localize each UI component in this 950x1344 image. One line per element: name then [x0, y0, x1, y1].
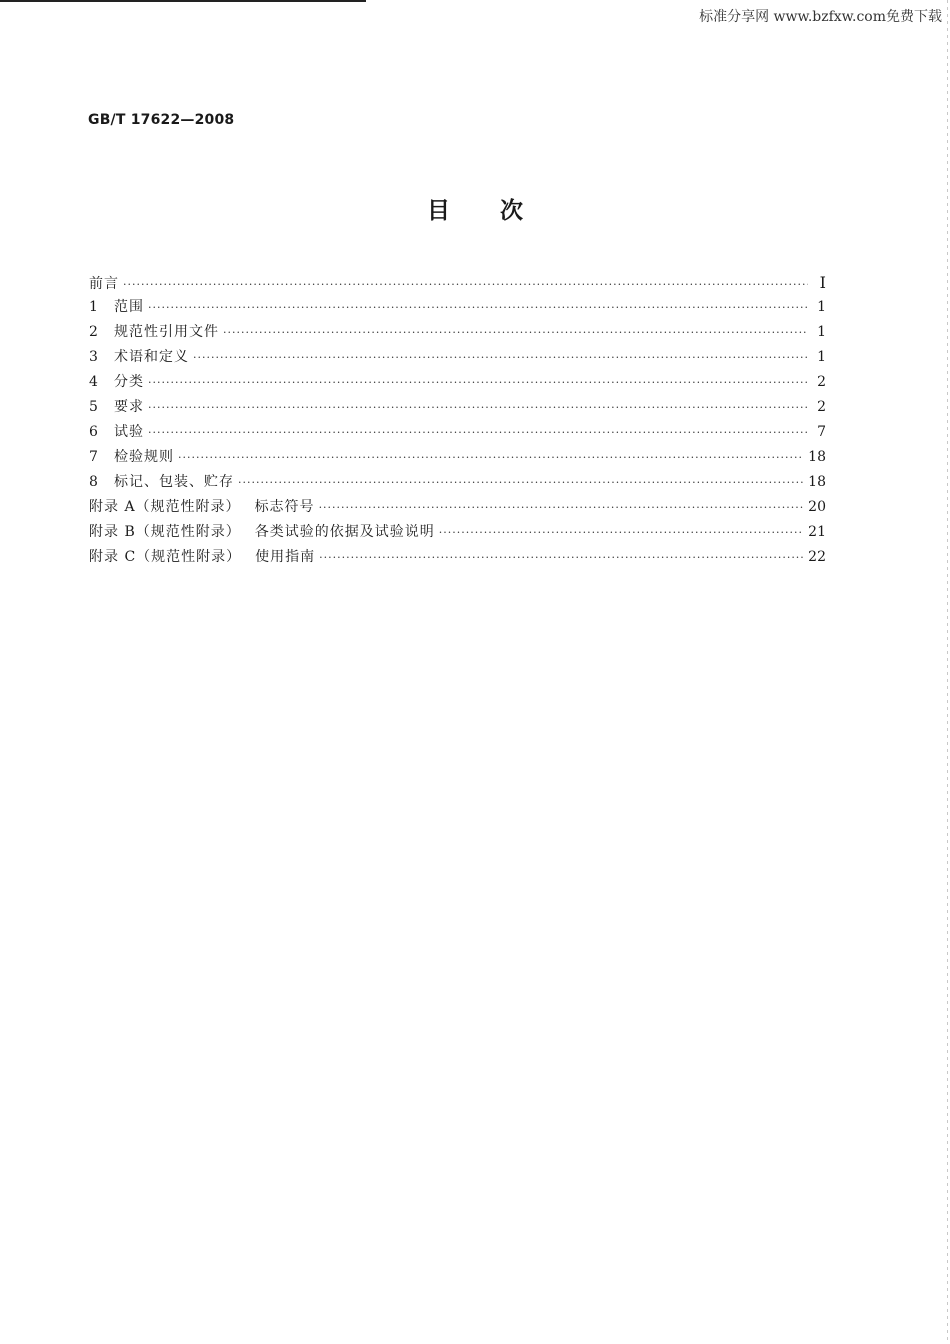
toc-entry-label: 使用指南 [255, 549, 316, 565]
toc-entry-label: 各类试验的依据及试验说明 [254, 524, 435, 540]
toc-entry-page: 2 [817, 399, 826, 415]
toc-annex-heading: 附录 C（规范性附录） [89, 549, 242, 565]
toc-entry-page: 18 [808, 474, 826, 490]
toc-entry-number: 2 [89, 324, 98, 340]
toc-entry-page: 18 [808, 449, 826, 465]
toc-leader-dots [223, 320, 808, 345]
toc-entry-label: 标记、包装、贮存 [114, 474, 234, 490]
toc-entry-page: 7 [817, 424, 826, 440]
toc-entry-page: 1 [817, 324, 826, 340]
toc-entry-page: 1 [817, 349, 826, 365]
toc-entry-label: 范围 [114, 299, 144, 315]
toc-entry-label: 规范性引用文件 [114, 324, 219, 340]
table-of-contents [89, 270, 826, 570]
toc-entry-terms-definitions[interactable] [89, 345, 826, 370]
toc-entry-page: 22 [808, 549, 826, 565]
toc-annex-heading: 附录 A（规范性附录） [89, 499, 241, 515]
toc-entry-inspection-rules[interactable] [89, 445, 826, 470]
toc-entry-annex-b[interactable] [89, 520, 826, 545]
toc-annex-heading: 附录 B（规范性附录） [89, 524, 241, 540]
toc-entry-number: 3 [89, 349, 98, 365]
toc-entry-label: 试验 [114, 424, 144, 440]
standard-code: GB/T 17622—2008 [88, 112, 235, 128]
toc-entry-label: 分类 [114, 374, 144, 390]
toc-leader-dots [178, 445, 804, 470]
toc-entry-marking-packaging-storage[interactable] [89, 470, 826, 495]
toc-entry-number: 4 [89, 374, 98, 390]
toc-entry-annex-c[interactable] [89, 545, 826, 570]
toc-entry-label: 前言 [89, 276, 119, 292]
watermark-text: 标准分享网 www.bzfxw.com免费下载 [699, 9, 942, 25]
toc-entry-page: 2 [817, 374, 826, 390]
toc-entry-tests[interactable] [89, 420, 826, 445]
toc-entry-page: 20 [808, 499, 826, 515]
toc-leader-dots [238, 470, 804, 495]
toc-entry-page: 21 [808, 524, 826, 540]
toc-title: 目次 [427, 198, 573, 224]
toc-leader-dots [148, 420, 808, 445]
toc-entry-number: 1 [89, 299, 98, 315]
toc-leader-dots [148, 370, 808, 395]
toc-entry-number: 8 [89, 474, 98, 490]
toc-leader-dots [439, 520, 804, 545]
toc-leader-dots [148, 395, 808, 420]
toc-leader-dots [319, 495, 805, 520]
toc-leader-dots [319, 545, 804, 570]
toc-entry-page: 1 [817, 299, 826, 315]
toc-leader-dots [123, 272, 808, 297]
toc-entry-number: 7 [89, 449, 98, 465]
toc-entry-requirements[interactable] [89, 395, 826, 420]
toc-leader-dots [148, 295, 808, 320]
toc-entry-label: 术语和定义 [114, 349, 189, 365]
toc-entry-classification[interactable] [89, 370, 826, 395]
toc-entry-foreword[interactable] [89, 270, 826, 295]
toc-entry-normative-references[interactable] [89, 320, 826, 345]
toc-entry-number: 6 [89, 424, 98, 440]
toc-entry-number: 5 [89, 399, 98, 415]
toc-leader-dots [193, 345, 808, 370]
toc-entry-page: Ⅰ [819, 273, 826, 292]
toc-entry-label: 检验规则 [114, 449, 174, 465]
toc-entry-label: 要求 [114, 399, 144, 415]
top-rule [0, 0, 366, 2]
toc-entry-scope[interactable] [89, 295, 826, 320]
toc-entry-annex-a[interactable] [89, 495, 826, 520]
toc-entry-label: 标志符号 [254, 499, 315, 515]
